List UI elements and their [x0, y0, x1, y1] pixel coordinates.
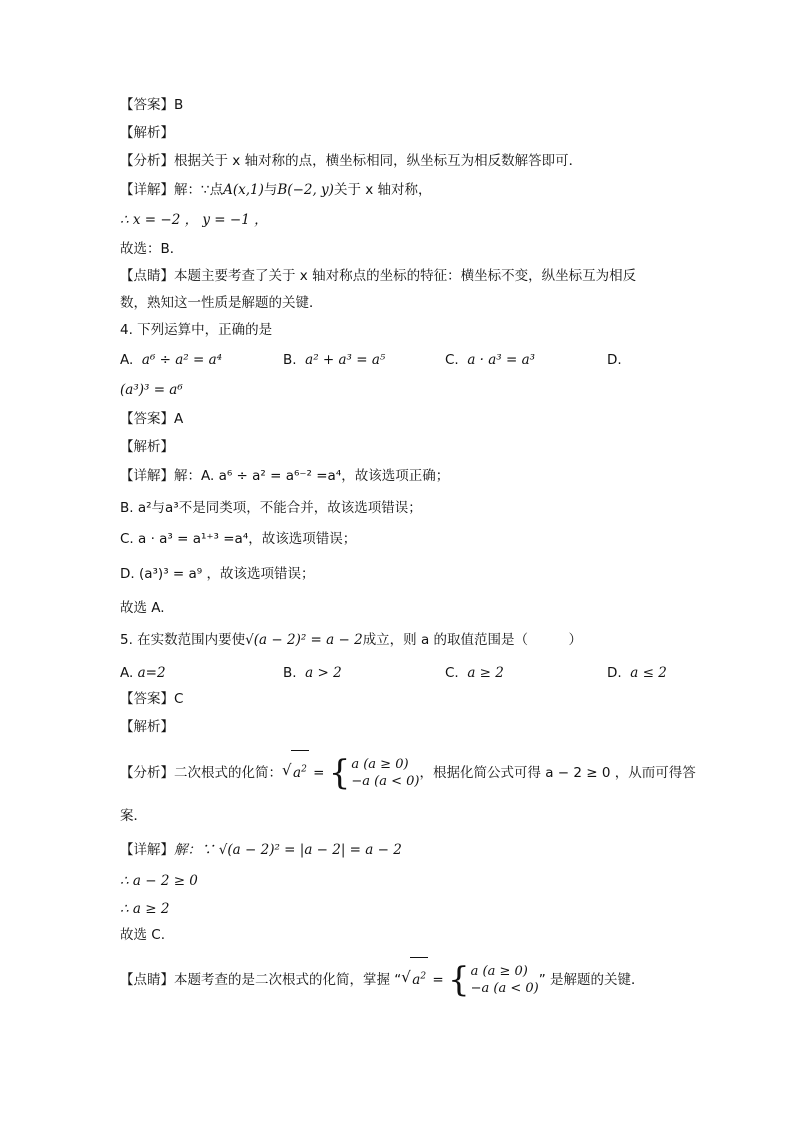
- q4-option-a: [120, 351, 222, 369]
- q5-detail-text: 解：∵ √(a − 2)² = |a − 2| = a − 2: [174, 842, 402, 858]
- detail-tag: 【详解】: [120, 842, 174, 858]
- answer-tag: 【答案】: [120, 411, 174, 427]
- q4-detail-d: D. (a³)³ = a⁹ ，故该选项错误；: [120, 566, 315, 582]
- q5-answer-line: [120, 690, 183, 708]
- q5-comment-prefix: 本题考查的是二次根式的化简，掌握 “: [174, 972, 402, 988]
- option-label: A.: [120, 352, 134, 368]
- q4-detail-a-text: 解：A. a⁶ ÷ a² = a⁶⁻² =a⁴，故该选项正确；: [174, 468, 450, 484]
- q5-stem-prefix: 5. 在实数范围内要使: [120, 632, 246, 648]
- q5-step2: ∴ a ≥ 2: [120, 901, 170, 917]
- q3-therefore: ∴ x = −2 ， y = −1 ，: [120, 212, 268, 228]
- option-label: B.: [283, 352, 297, 368]
- q4-detail-c: C. a · a³ = a¹⁺³ =a⁴，故该选项错误；: [120, 531, 357, 547]
- q5-comment-suffix: ” 是解题的关键．: [538, 972, 645, 988]
- detail-tag: 【详解】: [120, 468, 174, 484]
- q5-fenxi-line2: 案．: [120, 808, 147, 824]
- option-expr: a · a³ = a³: [467, 352, 536, 368]
- comment-tag: 【点睛】: [120, 268, 174, 284]
- q3-fenxi-text: 根据关于 x 轴对称的点，横坐标相同，纵坐标互为相反数解答即可．: [174, 153, 583, 169]
- q4-answer-line: [120, 410, 183, 428]
- q4-detail-a: [120, 467, 449, 485]
- piecewise-formula: [328, 753, 420, 793]
- detail-tag: 【详解】: [120, 182, 174, 198]
- fenxi-tag: 【分析】: [120, 153, 174, 169]
- q5-detail-line: [120, 841, 402, 859]
- option-expr: a⁶ ÷ a² = a⁴: [141, 352, 223, 368]
- option-expr: a² + a³ = a⁵: [305, 352, 386, 368]
- q4-option-d-label: D.: [607, 352, 622, 368]
- q5-option-a: [120, 664, 166, 682]
- option-expr: a ≤ 2: [630, 665, 667, 681]
- answer-tag: 【答案】: [120, 97, 174, 113]
- q5-answer: C: [174, 691, 184, 707]
- case-neg: −a (a < 0): [470, 981, 539, 996]
- option-label: A.: [120, 665, 134, 681]
- q3-detail-prefix: 解：∵点: [174, 182, 224, 198]
- q4-analysis-tag: 【解析】: [120, 439, 174, 455]
- option-label: D.: [607, 665, 622, 681]
- q3-detail-suffix: 关于 x 轴对称，: [333, 182, 432, 198]
- q3-answer: B: [174, 97, 184, 113]
- q3-fenxi-line: [120, 152, 582, 170]
- q5-analysis-tag: 【解析】: [120, 719, 174, 735]
- answer-tag: 【答案】: [120, 691, 174, 707]
- sqrt-a-squared: √ $a^2$: [282, 750, 309, 795]
- left-brace-icon: {: [328, 753, 351, 793]
- left-brace-icon: {: [448, 960, 470, 1000]
- q3-answer-line: [120, 96, 183, 114]
- option-label: C.: [445, 665, 459, 681]
- piecewise-formula: [448, 960, 539, 1000]
- case-neg: −a (a < 0): [351, 774, 420, 789]
- q3-analysis-tag: 【解析】: [120, 125, 174, 141]
- q3-comment-text1: 本题主要考查了关于 x 轴对称点的坐标的特征：横坐标不变，纵坐标互为相反: [174, 268, 637, 284]
- q5-fenxi-prefix: 二次根式的化简：: [174, 765, 282, 781]
- option-label: B.: [283, 665, 297, 681]
- q3-comment-line1: [120, 267, 636, 285]
- q5-option-d: [607, 664, 667, 682]
- q5-stem: [120, 631, 582, 649]
- q5-option-b: [283, 664, 342, 682]
- q5-step1: ∴ a − 2 ≥ 0: [120, 873, 198, 889]
- q5-fenxi-suffix: ，根据化简公式可得 a − 2 ≥ 0 ，从而可得答: [419, 765, 696, 781]
- radical-icon: √: [282, 761, 292, 779]
- q4-option-c: [445, 351, 535, 369]
- q4-stem: 4. 下列运算中，正确的是: [120, 322, 273, 338]
- q3-detail-mid: 与: [263, 182, 278, 198]
- q5-stem-expr: √(a − 2)² = a − 2: [245, 632, 363, 648]
- q5-comment-line: 【点睛】本题考查的是二次根式的化简，掌握 “ √ $a^2$ = { a (a ≥ 0) −a (a < 0) ” 是解题的关键．: [120, 957, 645, 1002]
- q5-fenxi-line: 【分析】二次根式的化简： √ $a^2$ = { a (a ≥ 0) −a (a < 0) ，根据化简公式可得 a − 2 ≥ 0 ，从而可得答: [120, 750, 696, 795]
- option-expr: a=2: [137, 665, 166, 681]
- option-expr: a > 2: [305, 665, 342, 681]
- point-b: B(−2, y): [277, 182, 334, 198]
- sqrt-a-squared: √ $a^2$: [401, 957, 428, 1002]
- option-expr: a ≥ 2: [467, 665, 504, 681]
- q4-option-b: [283, 351, 385, 369]
- fenxi-tag: 【分析】: [120, 765, 174, 781]
- radical-icon: √: [401, 968, 411, 986]
- case-nonneg: a (a ≥ 0): [351, 757, 409, 772]
- q3-conclusion: 故选：B．: [120, 241, 184, 257]
- q3-detail-line: [120, 181, 432, 199]
- q5-stem-suffix: 成立，则 a 的取值范围是（ ）: [362, 632, 583, 648]
- q3-comment-line2: 数，熟知这一性质是解题的关键．: [120, 295, 323, 311]
- q5-conclusion: 故选 C.: [120, 927, 166, 943]
- q4-detail-b: B. a²与a³不是同类项，不能合并，故该选项错误；: [120, 500, 422, 516]
- q4-conclusion: 故选 A.: [120, 600, 165, 616]
- q4-answer: A: [174, 411, 184, 427]
- comment-tag: 【点睛】: [120, 972, 174, 988]
- q5-option-c: [445, 664, 504, 682]
- option-label: C.: [445, 352, 459, 368]
- q4-option-d-expr: (a³)³ = a⁶: [120, 382, 183, 398]
- case-nonneg: a (a ≥ 0): [470, 964, 528, 979]
- point-a: A(x,1): [223, 182, 264, 198]
